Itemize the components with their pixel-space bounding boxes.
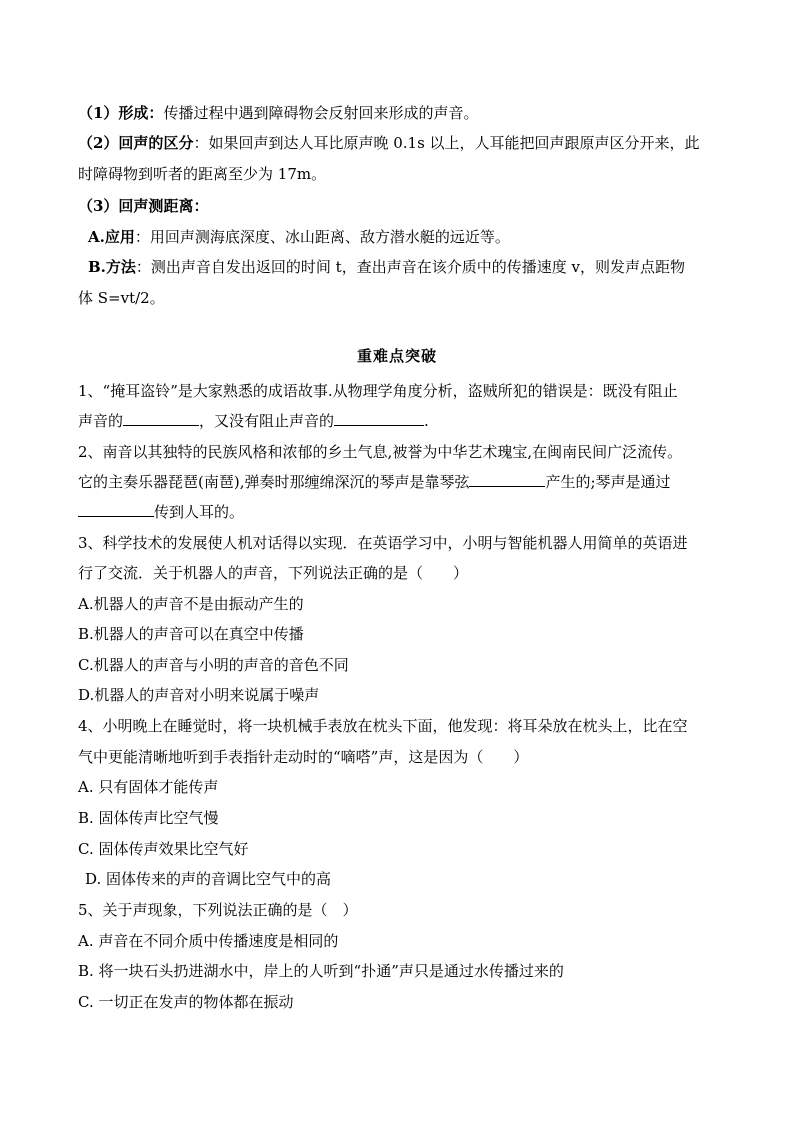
- q5-option-c[interactable]: C. 一切正在发声的物体都在振动: [78, 993, 294, 1011]
- q4-option-a[interactable]: A. 只有固体才能传声: [78, 778, 219, 796]
- echo-method-label: B.方法: [88, 258, 136, 276]
- q4-option-d[interactable]: D. 固体传来的声的音调比空气中的高: [85, 870, 332, 888]
- echo-distinction-label: （2）回声的区分: [78, 134, 194, 152]
- q3-option-d[interactable]: D.机器人的声音对小明来说属于噪声: [78, 686, 320, 704]
- q5-option-a[interactable]: A. 声音在不同介质中传播速度是相同的: [78, 932, 339, 950]
- q2-line-2: [78, 467, 671, 497]
- q1-line-2: [78, 406, 429, 436]
- section-title: 重难点突破: [356, 347, 437, 365]
- q2-line-1: 2、南音以其独特的民族风格和浓郁的乡土气息,被誉为中华艺术瑰宝,在闽南民间广泛流传。: [78, 443, 683, 461]
- q4-option-c[interactable]: C. 固体传声效果比空气好: [78, 840, 249, 858]
- q3-line-2: 行了交流．关于机器人的声音，下列说法正确的是（ ）: [78, 564, 469, 582]
- q2-text-c: 传到人耳的。: [154, 503, 245, 521]
- echo-method-text-1: ：测出声音自发出返回的时间 t，查出声音在该介质中的传播速度 v，则发声点距物: [135, 258, 685, 276]
- q4-line-1: 4、小明晚上在睡觉时，将一块机械手表放在枕头下面，他发现：将耳朵放在枕头上，比在空: [78, 717, 688, 735]
- q5-option-b[interactable]: B. 将一块石头扔进湖水中，岸上的人听到“扑通”声只是通过水传播过来的: [78, 962, 564, 980]
- q3-option-a[interactable]: A.机器人的声音不是由振动产生的: [78, 595, 304, 613]
- q1-line-1: 1、“掩耳盗铃”是大家熟悉的成语故事.从物理学角度分析，盗贼所犯的错误是：既没有阻止: [78, 382, 678, 400]
- q1-text-b: ，又没有阻止声音的: [199, 412, 335, 430]
- q1-blank-1[interactable]: [123, 407, 199, 426]
- q3-line-1: 3、科学技术的发展使人机对话得以实现．在英语学习中，小明与智能机器人用简单的英语进: [78, 534, 688, 552]
- q2-text-b: 产生的;琴声是通过: [545, 473, 671, 491]
- q4-option-b[interactable]: B. 固体传声比空气慢: [78, 809, 219, 827]
- echo-application-text: ：用回声测海底深度、冰山距离、敌方潜水艇的远近等。: [134, 228, 510, 246]
- echo-distinction-line-2: 时障碍物到听者的距离至少为 17m。: [78, 165, 327, 183]
- q2-blank-1[interactable]: [469, 468, 545, 487]
- q1-text-a: 声音的: [78, 412, 124, 430]
- echo-method-line-2: 体 S=vt/2。: [78, 289, 165, 307]
- echo-formation-label: （1）形成：: [78, 104, 164, 122]
- q5-line-1: 5、关于声现象，下列说法正确的是（ ）: [78, 901, 358, 919]
- echo-ranging-heading: （3）回声测距离：: [78, 197, 209, 215]
- echo-formation-text: 传播过程中遇到障碍物会反射回来形成的声音。: [163, 104, 479, 122]
- echo-distinction-text-1: ：如果回声到达人耳比原声晚 0.1s 以上，人耳能把回声跟原声区分开来，此: [193, 134, 700, 152]
- echo-formation-line: [78, 98, 478, 128]
- echo-application-label: A.应用: [88, 228, 135, 246]
- q4-line-2: 气中更能清晰地听到手表指针走动时的“嘀嗒”声，这是因为（ ）: [78, 748, 529, 766]
- q1-text-c: .: [424, 412, 429, 430]
- echo-application-line: [88, 222, 510, 252]
- q1-blank-2[interactable]: [334, 407, 424, 426]
- echo-method-line-1: [88, 252, 685, 282]
- q2-blank-2[interactable]: [78, 498, 154, 517]
- q2-text-a: 它的主奏乐器琵琶(南琶),弹奏时那缠绵深沉的琴声是靠琴弦: [78, 473, 470, 491]
- q2-line-3: [78, 497, 244, 527]
- q3-option-c[interactable]: C.机器人的声音与小明的声音的音色不同: [78, 656, 349, 674]
- echo-distinction-line-1: [78, 128, 700, 158]
- q3-option-b[interactable]: B.机器人的声音可以在真空中传播: [78, 625, 304, 643]
